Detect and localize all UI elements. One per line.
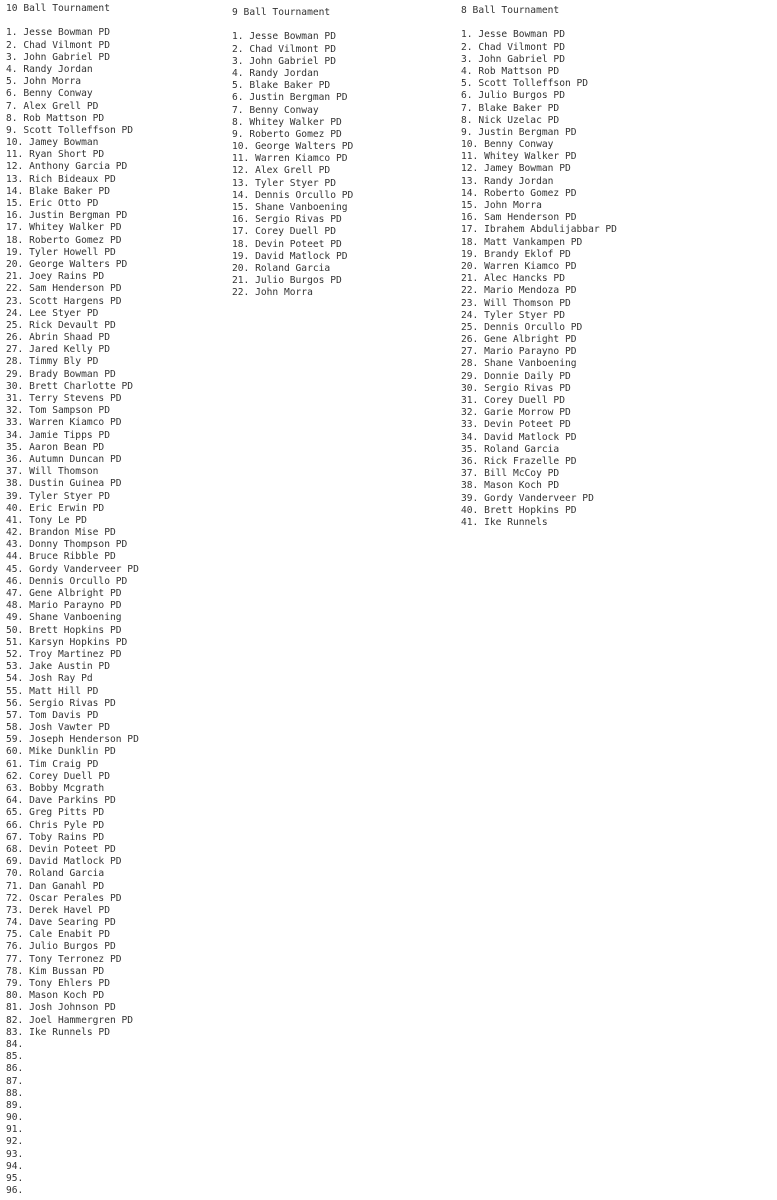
list-item: 17. Ibrahem Abdulijabbar PD bbox=[461, 224, 617, 236]
list-item: 63. Bobby Mcgrath bbox=[6, 783, 105, 794]
list-item: 64. Dave Parkins PD bbox=[6, 795, 116, 807]
list-item: 67. Toby Rains PD bbox=[6, 831, 105, 843]
list-item: 18. Roberto Gomez PD bbox=[6, 234, 122, 246]
list-item: 28. Shane Vanboening bbox=[461, 358, 577, 370]
list-item: 80. Mason Koch PD bbox=[6, 990, 105, 1002]
list-item: 47. Gene Albright PD bbox=[6, 588, 122, 599]
list-item: 17. Whitey Walker PD bbox=[6, 222, 122, 234]
list-item: 62. Corey Duell PD bbox=[6, 770, 110, 782]
list-item: 94. bbox=[6, 1160, 24, 1172]
list-item: 82. Joel Hammergren PD bbox=[6, 1014, 134, 1026]
list-item: 93. bbox=[6, 1148, 24, 1160]
list-item: 37. Will Thomson bbox=[6, 466, 99, 478]
list-item: 3. John Gabriel PD bbox=[461, 53, 565, 65]
column-8-ball bbox=[461, 5, 617, 529]
list-item: 22. Mario Mendoza PD bbox=[461, 285, 577, 297]
list-item: 68. Devin Poteet PD bbox=[6, 843, 116, 855]
list-item: 92. bbox=[6, 1136, 24, 1148]
list-item: 56. Sergio Rivas PD bbox=[6, 697, 116, 709]
list-item: 24. Tyler Styer PD bbox=[461, 309, 565, 321]
list-item: 2. Chad Vilmont PD bbox=[461, 41, 565, 53]
list-item: 5. Blake Baker PD bbox=[232, 80, 331, 92]
column-10-ball bbox=[6, 3, 139, 1197]
list-item: 21. Joey Rains PD bbox=[6, 271, 105, 283]
list-item: 8. Rob Mattson PD bbox=[6, 112, 105, 124]
list-item: 15. John Morra bbox=[461, 200, 542, 211]
list-item: 79. Tony Ehlers PD bbox=[6, 978, 110, 989]
list-item: 30. Brett Charlotte PD bbox=[6, 380, 134, 392]
list-item: 20. Roland Garcia bbox=[232, 262, 331, 274]
list-item: 76. Julio Burgos PD bbox=[6, 941, 116, 953]
list-item: 9. Justin Bergman PD bbox=[461, 126, 577, 138]
list-item: 50. Brett Hopkins PD bbox=[6, 624, 122, 636]
list-item: 12. Jamey Bowman PD bbox=[461, 163, 571, 175]
list-item: 65. Greg Pitts PD bbox=[6, 807, 105, 819]
list-item: 6. Justin Bergman PD bbox=[232, 92, 348, 104]
list-item: 10. Benny Conway bbox=[461, 139, 554, 151]
list-item: 74. Dave Searing PD bbox=[6, 917, 116, 929]
list-item: 23. Will Thomson PD bbox=[461, 297, 571, 309]
list-item: 38. Mason Koch PD bbox=[461, 480, 560, 492]
list-item: 23. Scott Hargens PD bbox=[6, 295, 122, 307]
list-item: 45. Gordy Vanderveer PD bbox=[6, 563, 139, 575]
list-item: 11. Ryan Short PD bbox=[6, 149, 105, 161]
list-item: 48. Mario Parayno PD bbox=[6, 600, 122, 612]
list-item: 14. Roberto Gomez PD bbox=[461, 187, 577, 199]
list-item: 31. Corey Duell PD bbox=[461, 395, 565, 406]
list-item: 72. Oscar Perales PD bbox=[6, 892, 122, 904]
column-title: 8 Ball Tournament bbox=[461, 5, 560, 16]
list-item: 71. Dan Ganahl PD bbox=[6, 880, 105, 892]
list-item: 59. Joseph Henderson PD bbox=[6, 734, 139, 746]
list-item: 36. Autumn Duncan PD bbox=[6, 453, 122, 465]
list-item: 16. Sam Henderson PD bbox=[461, 212, 577, 224]
list-item: 32. Tom Sampson PD bbox=[6, 405, 110, 417]
list-item: 53. Jake Austin PD bbox=[6, 661, 110, 673]
list-item: 29. Donnie Daily PD bbox=[461, 370, 571, 382]
list-item: 5. Scott Tolleffson PD bbox=[461, 78, 589, 90]
list-item: 1. Jesse Bowman PD bbox=[232, 31, 336, 43]
list-item: 49. Shane Vanboening bbox=[6, 612, 122, 624]
list-item: 57. Tom Davis PD bbox=[6, 709, 99, 721]
list-item: 17. Corey Duell PD bbox=[232, 226, 336, 238]
list-item: 29. Brady Bowman PD bbox=[6, 368, 116, 380]
list-item: 46. Dennis Orcullo PD bbox=[6, 575, 128, 587]
list-item: 36. Rick Frazelle PD bbox=[461, 455, 577, 467]
list-item: 12. Anthony Garcia PD bbox=[6, 161, 128, 173]
column-9-ball bbox=[232, 7, 353, 300]
list-item: 37. Bill McCoy PD bbox=[461, 468, 560, 480]
list-item: 27. Jared Kelly PD bbox=[6, 344, 110, 356]
list-item: 88. bbox=[6, 1087, 24, 1099]
list-item: 30. Sergio Rivas PD bbox=[461, 382, 571, 394]
list-item: 35. Roland Garcia bbox=[461, 443, 560, 455]
list-item: 91. bbox=[6, 1124, 24, 1136]
list-item: 15. Eric Otto PD bbox=[6, 198, 99, 209]
list-item: 21. Alec Hancks PD bbox=[461, 273, 565, 285]
list-item: 28. Timmy Bly PD bbox=[6, 356, 99, 368]
list-item: 5. John Morra bbox=[6, 76, 82, 88]
list-item: 3. John Gabriel PD bbox=[6, 51, 110, 63]
list-item: 10. Jamey Bowman bbox=[6, 137, 99, 149]
list-item: 16. Justin Bergman PD bbox=[6, 210, 128, 222]
list-item: 14. Dennis Orcullo PD bbox=[232, 189, 354, 201]
list-item: 39. Tyler Styer PD bbox=[6, 490, 110, 502]
list-item: 12. Alex Grell PD bbox=[232, 165, 331, 177]
list-item: 43. Donny Thompson PD bbox=[6, 539, 128, 551]
list-item: 9. Roberto Gomez PD bbox=[232, 128, 342, 140]
list-item: 11. Warren Kiamco PD bbox=[232, 153, 348, 165]
list-item: 54. Josh Ray Pd bbox=[6, 673, 93, 685]
list-item: 55. Matt Hill PD bbox=[6, 685, 99, 697]
list-item: 25. Rick Devault PD bbox=[6, 319, 116, 331]
list-item: 33. Warren Kiamco PD bbox=[6, 417, 122, 429]
entry-list bbox=[6, 27, 139, 1197]
list-item: 18. Matt Vankampen PD bbox=[461, 236, 583, 248]
list-item: 3. John Gabriel PD bbox=[232, 55, 336, 67]
list-item: 19. Brandy Eklof PD bbox=[461, 248, 571, 260]
list-item: 16. Sergio Rivas PD bbox=[232, 214, 342, 226]
list-item: 31. Terry Stevens PD bbox=[6, 393, 122, 404]
list-item: 51. Karsyn Hopkins PD bbox=[6, 636, 128, 648]
list-item: 41. Tony Le PD bbox=[6, 514, 87, 526]
list-item: 26. Abrin Shaad PD bbox=[6, 332, 110, 344]
list-item: 14. Blake Baker PD bbox=[6, 185, 110, 197]
list-item: 52. Troy Martinez PD bbox=[6, 648, 122, 660]
list-item: 77. Tony Terronez PD bbox=[6, 953, 122, 965]
list-item: 8. Whitey Walker PD bbox=[232, 116, 342, 128]
list-item: 73. Derek Havel PD bbox=[6, 904, 110, 916]
list-item: 85. bbox=[6, 1051, 24, 1063]
list-item: 24. Lee Styer PD bbox=[6, 307, 99, 319]
list-item: 42. Brandon Mise PD bbox=[6, 527, 116, 539]
list-item: 7. Alex Grell PD bbox=[6, 100, 99, 112]
list-item: 32. Garie Morrow PD bbox=[461, 407, 571, 419]
list-item: 18. Devin Poteet PD bbox=[232, 238, 342, 250]
list-item: 40. Brett Hopkins PD bbox=[461, 504, 577, 516]
list-item: 33. Devin Poteet PD bbox=[461, 419, 571, 431]
list-item: 39. Gordy Vanderveer PD bbox=[461, 492, 594, 504]
list-item: 15. Shane Vanboening bbox=[232, 202, 348, 213]
list-item: 81. Josh Johnson PD bbox=[6, 1002, 116, 1014]
list-item: 84. bbox=[6, 1038, 24, 1050]
list-item: 70. Roland Garcia bbox=[6, 868, 105, 880]
list-item: 83. Ike Runnels PD bbox=[6, 1026, 110, 1038]
list-item: 7. Benny Conway bbox=[232, 104, 319, 116]
list-item: 19. Tyler Howell PD bbox=[6, 246, 116, 258]
list-item: 25. Dennis Orcullo PD bbox=[461, 321, 583, 333]
list-item: 13. Tyler Styer PD bbox=[232, 177, 336, 189]
entry-list bbox=[461, 29, 617, 529]
list-item: 58. Josh Vawter PD bbox=[6, 722, 110, 734]
list-item: 90. bbox=[6, 1112, 24, 1124]
list-item: 4. Randy Jordan bbox=[6, 63, 93, 75]
list-item: 95. bbox=[6, 1173, 24, 1184]
entry-list bbox=[232, 31, 353, 299]
list-item: 38. Dustin Guinea PD bbox=[6, 478, 122, 490]
list-item: 10. George Walters PD bbox=[232, 141, 354, 153]
list-item: 75. Cale Enabit PD bbox=[6, 929, 110, 941]
list-item: 7. Blake Baker PD bbox=[461, 102, 560, 114]
list-item: 69. David Matlock PD bbox=[6, 856, 122, 868]
list-item: 60. Mike Dunklin PD bbox=[6, 746, 116, 758]
list-item: 6. Julio Burgos PD bbox=[461, 90, 565, 102]
list-item: 20. George Walters PD bbox=[6, 258, 128, 270]
list-item: 13. Randy Jordan bbox=[461, 175, 554, 187]
list-item: 44. Bruce Ribble PD bbox=[6, 551, 116, 563]
list-item: 21. Julio Burgos PD bbox=[232, 275, 342, 287]
list-item: 35. Aaron Bean PD bbox=[6, 441, 105, 453]
column-title: 9 Ball Tournament bbox=[232, 7, 331, 18]
list-item: 6. Benny Conway bbox=[6, 88, 93, 100]
list-item: 13. Rich Bideaux PD bbox=[6, 173, 116, 185]
list-item: 22. John Morra bbox=[232, 287, 313, 299]
list-item: 8. Nick Uzelac PD bbox=[461, 114, 560, 126]
list-item: 61. Tim Craig PD bbox=[6, 758, 99, 770]
list-item: 22. Sam Henderson PD bbox=[6, 283, 122, 295]
list-item: 1. Jesse Bowman PD bbox=[461, 29, 565, 41]
list-item: 78. Kim Bussan PD bbox=[6, 965, 105, 977]
list-item: 4. Randy Jordan bbox=[232, 67, 319, 79]
list-item: 20. Warren Kiamco PD bbox=[461, 260, 577, 272]
list-item: 4. Rob Mattson PD bbox=[461, 65, 560, 77]
list-item: 87. bbox=[6, 1075, 24, 1087]
list-item: 66. Chris Pyle PD bbox=[6, 819, 105, 831]
list-item: 34. Jamie Tipps PD bbox=[6, 429, 110, 441]
list-item: 11. Whitey Walker PD bbox=[461, 151, 577, 163]
list-item: 19. David Matlock PD bbox=[232, 250, 348, 262]
list-item: 34. David Matlock PD bbox=[461, 431, 577, 443]
list-item: 2. Chad Vilmont PD bbox=[232, 43, 336, 55]
list-item: 41. Ike Runnels bbox=[461, 516, 548, 528]
list-item: 40. Eric Erwin PD bbox=[6, 502, 105, 514]
list-item: 2. Chad Vilmont PD bbox=[6, 39, 110, 51]
list-item: 96. bbox=[6, 1185, 24, 1197]
list-item: 86. bbox=[6, 1063, 24, 1075]
list-item: 89. bbox=[6, 1099, 24, 1111]
column-title: 10 Ball Tournament bbox=[6, 3, 110, 14]
list-item: 9. Scott Tolleffson PD bbox=[6, 124, 134, 136]
list-item: 27. Mario Parayno PD bbox=[461, 346, 577, 358]
list-item: 1. Jesse Bowman PD bbox=[6, 27, 110, 39]
list-item: 26. Gene Albright PD bbox=[461, 334, 577, 346]
